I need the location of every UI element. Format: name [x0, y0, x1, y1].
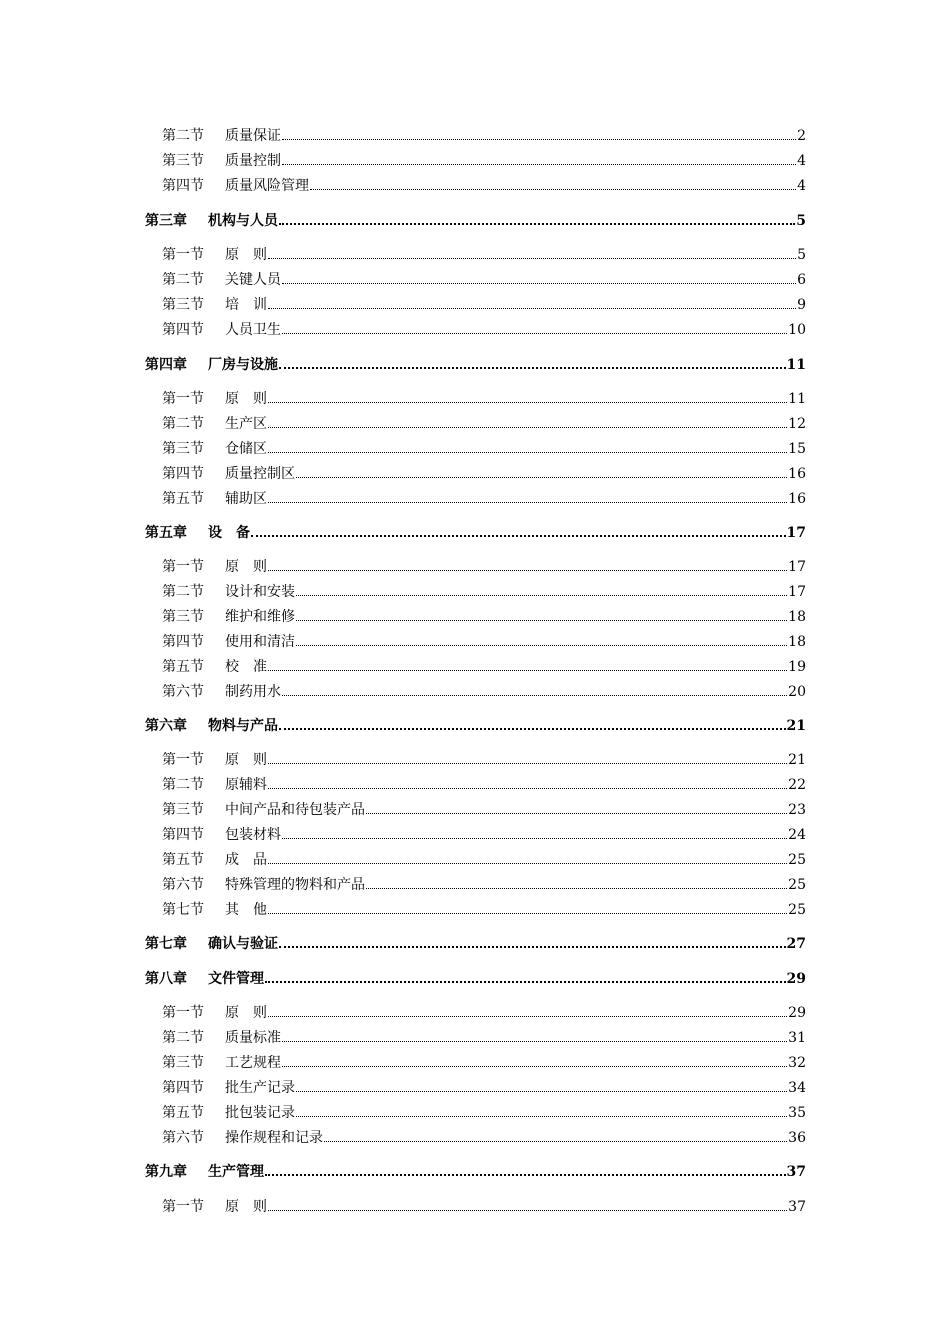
toc-dot-leader [310, 189, 796, 190]
toc-dot-leader [268, 308, 796, 309]
toc-entry-title: 包装材料 [225, 827, 281, 843]
toc-entry-title: 原 则 [225, 1199, 267, 1215]
toc-chapter-entry[interactable] [145, 524, 806, 544]
toc-entry-title: 操作规程和记录 [225, 1130, 323, 1146]
toc-section-entry[interactable] [162, 801, 806, 821]
toc-page-number: 9 [797, 297, 806, 313]
toc-page-number: 11 [788, 391, 806, 407]
toc-entry-number: 第四节 [162, 1080, 204, 1096]
toc-dot-leader [282, 333, 787, 334]
toc-page-number: 2 [797, 128, 806, 144]
toc-page-number: 32 [788, 1055, 806, 1071]
toc-page-number: 18 [788, 609, 806, 625]
toc-page-number: 25 [788, 852, 806, 868]
toc-entry-number: 第六节 [162, 877, 204, 893]
toc-entry-title: 质量控制区 [225, 466, 295, 482]
toc-entry-number: 第二节 [162, 584, 204, 600]
toc-entry-title: 厂房与设施 [208, 357, 278, 373]
toc-dot-leader [282, 695, 787, 696]
toc-entry-title: 文件管理 [208, 971, 264, 987]
toc-section-entry[interactable] [162, 826, 806, 846]
toc-dot-leader [268, 570, 787, 571]
toc-entry-number: 第三节 [162, 441, 204, 457]
toc-dot-leader [268, 863, 787, 864]
toc-dot-leader [279, 946, 786, 948]
toc-dot-leader [366, 888, 787, 889]
toc-page-number: 37 [786, 1164, 806, 1180]
toc-dot-leader [268, 1210, 787, 1211]
toc-section-entry[interactable] [162, 1198, 806, 1218]
toc-entry-title: 培 训 [225, 297, 267, 313]
toc-page-number: 6 [797, 272, 806, 288]
toc-page-number: 5 [796, 213, 806, 229]
toc-entry-number: 第一节 [162, 1199, 204, 1215]
toc-page-number: 29 [788, 1005, 806, 1021]
toc-page-number: 23 [788, 802, 806, 818]
toc-page-number: 25 [788, 902, 806, 918]
toc-dot-leader [282, 1041, 787, 1042]
toc-page-number: 21 [786, 718, 806, 734]
toc-entry-title: 原辅料 [225, 777, 267, 793]
toc-dot-leader [296, 645, 787, 646]
toc-page-number: 17 [788, 584, 806, 600]
toc-section-entry[interactable] [162, 490, 806, 510]
toc-dot-leader [268, 788, 787, 789]
toc-entry-number: 第四节 [162, 634, 204, 650]
toc-section-entry[interactable] [162, 683, 806, 703]
toc-page-number: 29 [786, 971, 806, 987]
toc-chapter-entry[interactable] [145, 212, 806, 232]
toc-entry-title: 维护和维修 [225, 609, 295, 625]
toc-page-number: 25 [788, 877, 806, 893]
toc-entry-number: 第三节 [162, 297, 204, 313]
toc-section-entry[interactable] [162, 1004, 806, 1024]
toc-section-entry[interactable] [162, 152, 806, 172]
toc-dot-leader [324, 1141, 787, 1142]
toc-dot-leader [296, 477, 787, 478]
toc-page-number: 27 [786, 936, 806, 952]
toc-page-number: 31 [788, 1030, 806, 1046]
toc-dot-leader [296, 1091, 787, 1092]
toc-entry-number: 第四节 [162, 466, 204, 482]
toc-entry-number: 第四节 [162, 178, 204, 194]
toc-page-number: 35 [788, 1105, 806, 1121]
toc-section-entry[interactable] [162, 1129, 806, 1149]
toc-entry-title: 人员卫生 [225, 322, 281, 338]
toc-page-number: 16 [788, 466, 806, 482]
toc-entry-title: 工艺规程 [225, 1055, 281, 1071]
toc-entry-title: 质量风险管理 [225, 178, 309, 194]
toc-page-number: 17 [788, 559, 806, 575]
toc-entry-number: 第一节 [162, 752, 204, 768]
toc-section-entry[interactable] [162, 390, 806, 410]
toc-page-number: 34 [788, 1080, 806, 1096]
toc-chapter-entry[interactable] [145, 935, 806, 955]
toc-entry-title: 生产管理 [208, 1164, 264, 1180]
toc-section-entry[interactable] [162, 127, 806, 147]
toc-page-number: 36 [788, 1130, 806, 1146]
toc-entry-number: 第八章 [145, 971, 187, 987]
toc-dot-leader [282, 1066, 787, 1067]
toc-section-entry[interactable] [162, 776, 806, 796]
toc-chapter-entry[interactable] [145, 970, 806, 990]
toc-dot-leader [268, 670, 787, 671]
toc-entry-number: 第三节 [162, 609, 204, 625]
toc-entry-title: 机构与人员 [208, 213, 278, 229]
toc-entry-title: 原 则 [225, 391, 267, 407]
toc-section-entry[interactable] [162, 608, 806, 628]
toc-section-entry[interactable] [162, 558, 806, 578]
toc-entry-title: 辅助区 [225, 491, 267, 507]
toc-entry-title: 校 准 [225, 659, 267, 675]
toc-entry-number: 第二节 [162, 272, 204, 288]
toc-section-entry[interactable] [162, 321, 806, 341]
toc-entry-number: 第五节 [162, 852, 204, 868]
toc-section-entry[interactable] [162, 271, 806, 291]
toc-page-number: 37 [788, 1199, 806, 1215]
toc-section-entry[interactable] [162, 583, 806, 603]
toc-dot-leader [296, 1116, 787, 1117]
toc-page-number: 20 [788, 684, 806, 700]
toc-entry-number: 第七章 [145, 936, 187, 952]
toc-page-number: 24 [788, 827, 806, 843]
toc-page-number: 4 [797, 178, 806, 194]
toc-entry-title: 原 则 [225, 752, 267, 768]
toc-dot-leader [268, 402, 787, 403]
toc-entry-title: 质量标准 [225, 1030, 281, 1046]
toc-entry-title: 仓储区 [225, 441, 267, 457]
toc-dot-leader [268, 913, 787, 914]
toc-entry-number: 第五章 [145, 525, 187, 541]
toc-dot-leader [282, 164, 796, 165]
toc-entry-number: 第四节 [162, 322, 204, 338]
toc-section-entry[interactable] [162, 901, 806, 921]
toc-chapter-entry[interactable] [145, 1163, 806, 1183]
toc-page-number: 22 [788, 777, 806, 793]
toc-section-entry[interactable] [162, 658, 806, 678]
toc-entry-title: 设计和安装 [225, 584, 295, 600]
toc-entry-title: 确认与验证 [208, 936, 278, 952]
toc-entry-number: 第六节 [162, 684, 204, 700]
toc-entry-number: 第五节 [162, 491, 204, 507]
toc-entry-title: 质量保证 [225, 128, 281, 144]
toc-section-entry[interactable] [162, 876, 806, 896]
toc-section-entry[interactable] [162, 177, 806, 197]
toc-page-number: 12 [788, 416, 806, 432]
toc-entry-title: 原 则 [225, 1005, 267, 1021]
toc-section-entry[interactable] [162, 1029, 806, 1049]
toc-entry-number: 第一节 [162, 559, 204, 575]
toc-entry-title: 特殊管理的物料和产品 [225, 877, 365, 893]
toc-dot-leader [282, 283, 796, 284]
toc-dot-leader [366, 813, 787, 814]
toc-entry-title: 其 他 [225, 902, 267, 918]
toc-entry-number: 第五节 [162, 659, 204, 675]
toc-section-entry[interactable] [162, 851, 806, 871]
toc-section-entry[interactable] [162, 1104, 806, 1124]
toc-chapter-entry[interactable] [145, 717, 806, 737]
toc-dot-leader [268, 1016, 787, 1017]
toc-entry-number: 第六章 [145, 718, 187, 734]
toc-dot-leader [268, 427, 787, 428]
toc-dot-leader [268, 502, 787, 503]
toc-page-number: 18 [788, 634, 806, 650]
toc-dot-leader [268, 763, 787, 764]
toc-entry-title: 中间产品和待包装产品 [225, 802, 365, 818]
toc-dot-leader [296, 620, 787, 621]
toc-page-number: 4 [797, 153, 806, 169]
toc-entry-title: 使用和清洁 [225, 634, 295, 650]
toc-section-entry[interactable] [162, 296, 806, 316]
toc-entry-number: 第九章 [145, 1164, 187, 1180]
toc-entry-number: 第二节 [162, 1030, 204, 1046]
toc-entry-title: 质量控制 [225, 153, 281, 169]
toc-entry-number: 第二节 [162, 128, 204, 144]
toc-dot-leader [251, 535, 786, 537]
toc-dot-leader [279, 223, 795, 225]
toc-dot-leader [265, 1174, 786, 1176]
toc-section-entry[interactable] [162, 246, 806, 266]
toc-entry-title: 制药用水 [225, 684, 281, 700]
toc-dot-leader [282, 139, 796, 140]
toc-entry-title: 原 则 [225, 559, 267, 575]
toc-entry-number: 第三章 [145, 213, 187, 229]
toc-entry-number: 第六节 [162, 1130, 204, 1146]
toc-entry-number: 第二节 [162, 416, 204, 432]
toc-entry-number: 第二节 [162, 777, 204, 793]
toc-dot-leader [268, 452, 787, 453]
toc-entry-title: 生产区 [225, 416, 267, 432]
toc-entry-number: 第一节 [162, 391, 204, 407]
toc-page-number: 21 [788, 752, 806, 768]
toc-entry-number: 第七节 [162, 902, 204, 918]
toc-section-entry[interactable] [162, 440, 806, 460]
toc-entry-number: 第三节 [162, 153, 204, 169]
toc-dot-leader [279, 367, 786, 369]
toc-entry-number: 第三节 [162, 802, 204, 818]
toc-entry-title: 成 品 [225, 852, 267, 868]
toc-entry-number: 第三节 [162, 1055, 204, 1071]
toc-entry-number: 第一节 [162, 1005, 204, 1021]
toc-dot-leader [296, 595, 787, 596]
toc-dot-leader [282, 838, 787, 839]
toc-page-number: 15 [788, 441, 806, 457]
toc-dot-leader [265, 981, 786, 983]
toc-section-entry[interactable] [162, 465, 806, 485]
toc-entry-title: 原 则 [225, 247, 267, 263]
toc-entry-number: 第四章 [145, 357, 187, 373]
toc-section-entry[interactable] [162, 1054, 806, 1074]
toc-entry-title: 批生产记录 [225, 1080, 295, 1096]
toc-page-number: 10 [788, 322, 806, 338]
toc-entry-number: 第五节 [162, 1105, 204, 1121]
toc-chapter-entry[interactable] [145, 356, 806, 376]
toc-dot-leader [268, 258, 796, 259]
toc-entry-title: 关键人员 [225, 272, 281, 288]
toc-page-number: 19 [788, 659, 806, 675]
toc-entry-title: 设 备 [208, 525, 250, 541]
toc-page-number: 17 [786, 525, 806, 541]
toc-entry-title: 物料与产品 [208, 718, 278, 734]
toc-entry-number: 第四节 [162, 827, 204, 843]
toc-entry-title: 批包装记录 [225, 1105, 295, 1121]
toc-section-entry[interactable] [162, 633, 806, 653]
toc-entry-number: 第一节 [162, 247, 204, 263]
toc-section-entry[interactable] [162, 1079, 806, 1099]
toc-page-number: 5 [797, 247, 806, 263]
toc-page-number: 11 [786, 357, 806, 373]
toc-page-number: 16 [788, 491, 806, 507]
toc-section-entry[interactable] [162, 751, 806, 771]
toc-section-entry[interactable] [162, 415, 806, 435]
toc-dot-leader [279, 728, 786, 730]
